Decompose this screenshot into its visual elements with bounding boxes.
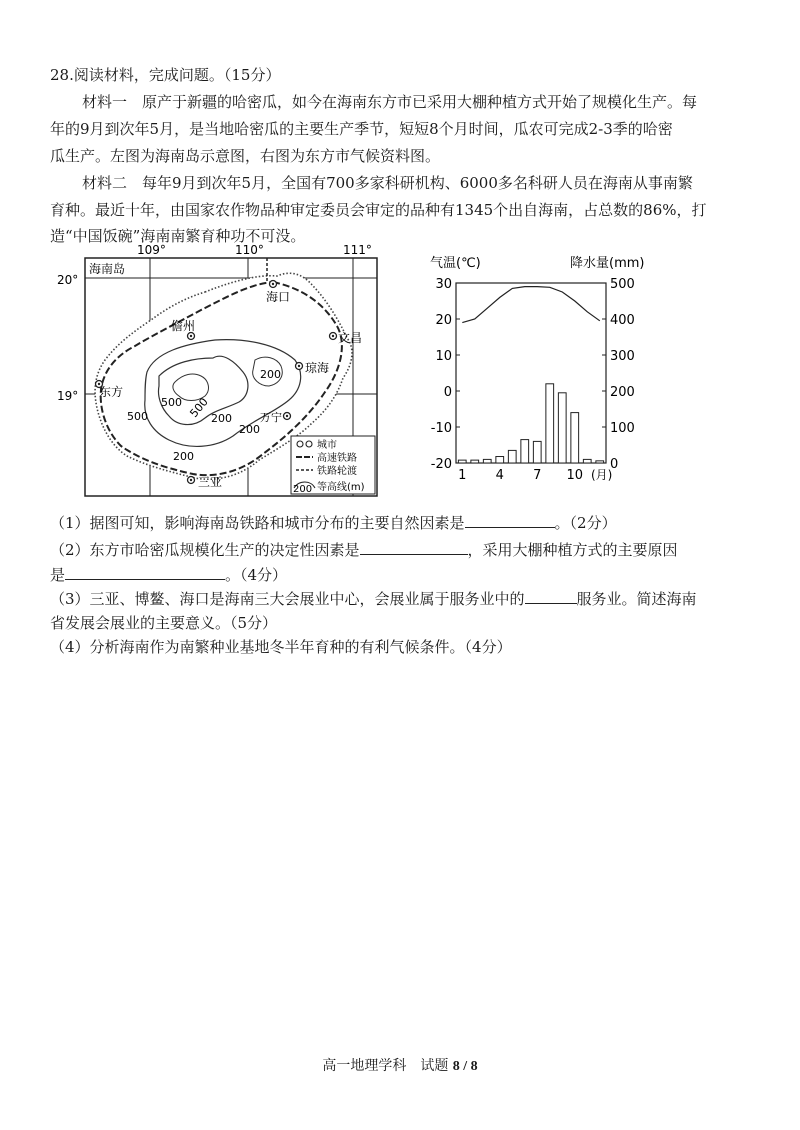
footer-page: 8 / 8 [452,1059,478,1074]
hainan-map [55,240,385,505]
material1-line3: 瓜生产。左图为海南岛示意图，右图为东方市气候资料图。 [50,147,441,165]
question-title: 28.阅读材料，完成问题。（15分） [50,66,281,84]
q2-line2 [50,564,760,586]
precip-bar [471,460,479,463]
city-label-dongfang: 东方 [99,385,124,399]
city-label-sanya: 三亚 [198,475,223,489]
footer-subject: 高一地理学科 试题 [322,1058,449,1074]
contour-label: 200 [260,368,281,381]
legend-railway: 高速铁路 [317,453,357,464]
left-tick-label: 20 [435,313,452,328]
city-label-haikou: 海口 [266,290,291,304]
q2-l2-start: 是 [50,566,66,584]
precip-bar [571,413,579,463]
q2 [50,539,760,561]
x-tick-label: 7 [533,468,542,483]
q1-answer-blank[interactable] [465,512,555,528]
lon-label-109: 109° [137,243,166,257]
q3-answer-blank[interactable] [525,588,577,604]
city-label-qionghai: 琼海 [305,361,330,375]
x-tick-label: 4 [495,468,504,483]
legend-city-icon [297,441,303,447]
right-tick-label: 300 [610,349,635,364]
x-tick-label: 1 [458,468,467,483]
q2-text: （2）东方市哈密瓜规模化生产的决定性因素是 [50,541,360,559]
right-axis [602,277,635,472]
material1-line2: 年的9月到次年5月，是当地哈密瓜的主要生产季节，短短8个月时间，瓜农可完成2-3季的哈密 [50,120,673,138]
contour-label: 200 [211,412,232,425]
climate-chart [420,245,660,485]
right-tick-label: 500 [610,277,635,292]
contour-label: 500 [161,396,182,409]
legend-contour: 等高线(m) [317,482,365,493]
right-tick-label: 0 [610,457,619,472]
q1-end: 。（2分） [554,514,617,532]
right-tick-label: 100 [610,421,635,436]
q2-answer-blank-2[interactable] [65,564,225,580]
precip-bar [458,460,466,463]
left-tick-label: -20 [430,457,452,472]
q2-answer-blank-1[interactable] [360,539,468,555]
precip-bar [521,440,529,463]
contour-label: 500 [127,410,148,423]
plot-area [456,283,606,463]
q3 [50,588,760,610]
chart-ylabel-right: 降水量(mm) [570,256,645,271]
q3-mid: 服务业。简述海南 [576,590,697,608]
precip-bar [483,459,491,463]
lon-label-110: 110° [235,243,264,257]
precip-bar [558,393,566,463]
q2-mid: ，采用大棚种植方式的主要原因 [467,541,678,559]
material2-line2: 育种。最近十年，由国家农作物品种审定委员会审定的品种有1345个出自海南，占总数的86%，打 [50,201,707,219]
precip-bar [496,457,504,463]
material2-line1: 材料二 每年9月到次年5月，全国有700多家科研机构、6000多名科研人员在海南从事南繁 [82,174,693,192]
q1-text: （1）据图可知，影响海南岛铁路和城市分布的主要自然因素是 [50,514,465,532]
x-axis [458,468,612,483]
material2-line3: 造“中国饭碗”海南南繁育种功不可没。 [50,227,306,245]
contour-label: 500 [187,395,211,420]
right-tick-label: 200 [610,385,635,400]
q4: （4）分析海南作为南繁种业基地冬半年育种的有利气候条件。（4分） [50,638,512,656]
page-footer [0,1055,800,1075]
precip-bar [583,459,591,463]
legend-ferry: 铁路轮渡 [317,466,357,477]
precip-bar [533,441,541,463]
x-tick-label: 10 [566,468,584,483]
lon-label-111: 111° [343,243,372,257]
precip-bar [546,384,554,463]
legend-city: 城市 [317,440,337,451]
city-label-danzhou: 儋州 [171,319,196,333]
left-tick-label: 30 [435,277,452,292]
material1-line1: 材料一 原产于新疆的哈密瓜，如今在海南东方市已采用大棚种植方式开始了规模化生产。每 [82,93,698,111]
legend-contour-value: 200 [293,484,313,495]
x-unit-label: (月) [591,468,613,482]
q1 [50,512,760,534]
left-tick-label: 10 [435,349,452,364]
q3-line2: 省发展会展业的主要意义。（5分） [50,614,278,632]
right-tick-label: 400 [610,313,635,328]
city-label-wenchang: 文昌 [338,331,363,345]
precip-bar [508,450,516,463]
contour-label: 200 [239,423,260,436]
precip-bar [596,461,604,463]
city-label-wanning: 万宁 [260,411,282,424]
q3-text: （3）三亚、博鳌、海口是海南三大会展业中心，会展业属于服务业中的 [50,590,525,608]
chart-ylabel-left: 气温(℃) [430,256,481,271]
q2-end: 。（4分） [225,566,288,584]
lat-label-20: 20° [57,273,79,287]
island-label: 海南岛 [89,262,126,276]
lat-label-19: 19° [57,389,79,403]
contour-label: 200 [173,450,194,463]
left-tick-label: -10 [430,421,452,436]
left-tick-label: 0 [443,385,452,400]
